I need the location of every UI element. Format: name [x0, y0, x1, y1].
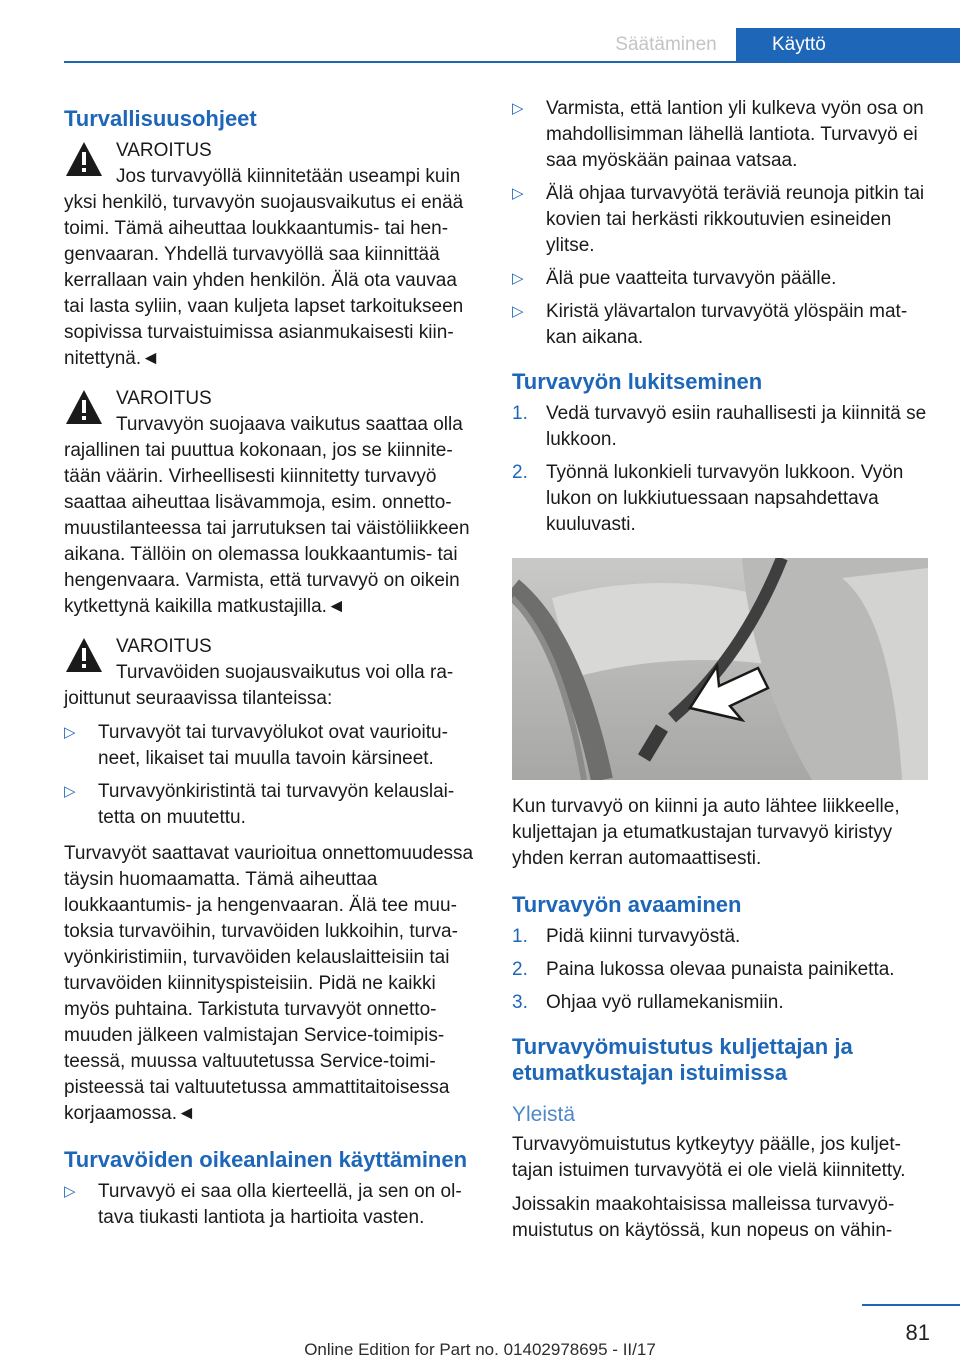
warning-block-3 [64, 634, 478, 712]
tab-kaytto[interactable]: Käyttö [736, 28, 960, 62]
general-paragraph-2: Joissakin maakohtaisissa malleissa turvavyömuistutus on käytössä, kun nopeus on vähin- [512, 1194, 895, 1241]
heading-reminder: Turvavyömuistutus kuljettajan ja etumatkustajan istuimissa [512, 1034, 853, 1085]
warning-title: VAROITUS [116, 636, 212, 657]
list-item: ▷ Kiristä ylävartalon turvavyötä ylöspäin matkan aikana. [512, 301, 908, 348]
footer-rule [862, 1304, 960, 1306]
header-rule [64, 61, 960, 63]
warning-triangle-icon [64, 388, 104, 426]
warning-text: Jos turvavyöllä kiinnitetään useampi kuin yksi henkilö, turvavyön suojausvaikutus ei enää toimi. Tämä aiheuttaa loukkaantumis- tai hengenvaaran. Yhdellä turvavyöllä saa kiinnittää kerrallaan vain yhden henkilön. Älä ota vauvaa tai lasta syliin, vaan kuljeta lapset tarkoitukseen sopivissa turvaistuimissa asianmukaisesti kiinnitettynä.◄ [64, 166, 464, 369]
warning-text: Turvavöiden suojausvaikutus voi olla rajoittunut seuraavissa tilanteissa: [64, 662, 454, 709]
warning3-paragraph: Turvavyöt saattavat vaurioitua onnettomuudessa täysin huomaamatta. Tämä aiheuttaa loukkaantumis- ja hengenvaaran. Älä tee muutoksia turvavöihin, turvavöiden lukkoihin, turvavyönkiristimiin, turvavöiden kelauslaitteisiin tai turvavöiden kiinnityspisteisiin. Pidä ne kaikki myös puhtaina. Tarkistuta turvavyöt onnettomuuden jälkeen valmistajan Service-toimipisteessä, muussa valtuutetussa Service-toimipisteessä tai valtuutetussa ammattitaitoisessa korjaamossa.◄ [64, 843, 474, 1124]
warning-title: VAROITUS [116, 388, 212, 409]
header-tabs [596, 28, 960, 62]
locking-paragraph: Kun turvavyö on kiinni ja auto lähtee liikkeelle, kuljettajan ja etumatkustajan turvavyö kiristyy yhden kerran automaattisesti. [512, 796, 900, 869]
tab-saataminen[interactable]: Säätäminen [596, 28, 736, 62]
warning3-list [64, 720, 478, 831]
triangle-bullet-icon: ▷ [512, 100, 524, 117]
list-item: ▷ Turvavyönkiristintä tai turvavyön kelauslaitetta on muutettu. [64, 781, 455, 828]
proper-use-list [64, 1179, 478, 1231]
list-item: ▷ Turvavyö ei saa olla kierteellä, ja sen on oltava tiukasti lantiota ja hartioita vasten. [64, 1181, 462, 1228]
warning-triangle-icon [64, 636, 104, 674]
triangle-bullet-icon: ▷ [64, 1183, 76, 1200]
triangle-bullet-icon: ▷ [64, 783, 76, 800]
triangle-bullet-icon: ▷ [64, 724, 76, 741]
list-item: 2. Paina lukossa olevaa punaista painiketta. [512, 959, 895, 980]
edition-note: Online Edition for Part no. 01402978695 - II/17 [304, 1340, 656, 1359]
warning-block-1 [64, 138, 478, 372]
left-column [64, 96, 478, 1241]
heading-locking: Turvavyön lukitseminen [512, 369, 763, 394]
heading-opening: Turvavyön avaaminen [512, 892, 742, 917]
right-column [512, 96, 928, 1252]
general-paragraph-1: Turvavyömuistutus kytkeytyy päälle, jos kuljettajan istuimen turvavyötä ei ole vielä kiinnitetty. [512, 1134, 906, 1181]
list-item: 3. Ohjaa vyö rullamekanismiin. [512, 992, 784, 1013]
proper-use-list-cont [512, 96, 928, 351]
list-item: 2. Työnnä lukonkieli turvavyön lukkoon. Vyön lukon on lukkiutuessaan napsahdettava kuuluvasti. [512, 462, 904, 535]
triangle-bullet-icon: ▷ [512, 270, 524, 287]
heading-safety: Turvallisuusohjeet [64, 106, 257, 131]
list-item: ▷ Varmista, että lantion yli kulkeva vyön osa on mahdollisimman lähellä lantiota. Turvavyö ei saa myöskään painaa vatsaa. [512, 98, 924, 171]
subheading-general: Yleistä [512, 1103, 576, 1126]
warning-text: Turvavyön suojaava vaikutus saattaa olla rajallinen tai puuttua kokonaan, jos se kiinnitetään väärin. Virheellisesti kiinnitetty turvavyö saattaa aiheuttaa lisävammoja, esim. onnettomuustilanteessa tai jarrutuksen tai väistöliikkeen aikana. Tällöin on olemassa loukkaantumis- tai hengenvaara. Varmista, että turvavyö on oikein kytkettynä kaikilla matkustajilla.◄ [64, 414, 470, 617]
list-item: ▷ Älä pue vaatteita turvavyön päälle. [512, 266, 928, 292]
seatbelt-buckle-photo [512, 558, 928, 780]
triangle-bullet-icon: ▷ [512, 185, 524, 202]
warning-title: VAROITUS [116, 140, 212, 161]
list-item: ▷ Turvavyöt tai turvavyölukot ovat vaurioituneet, likaiset tai muulla tavoin kärsineet. [64, 722, 448, 769]
triangle-bullet-icon: ▷ [512, 303, 524, 320]
locking-steps [512, 401, 928, 538]
heading-proper-use: Turvavöiden oikeanlainen käyttäminen [64, 1147, 468, 1172]
warning-triangle-icon [64, 140, 104, 178]
list-item: ▷ Älä ohjaa turvavyötä teräviä reunoja pitkin tai kovien tai herkästi rikkoutuvien esineiden ylitse. [512, 183, 925, 256]
page-number: 81 [905, 1320, 930, 1345]
opening-steps [512, 924, 928, 1016]
list-item: 1. Vedä turvavyö esiin rauhallisesti ja kiinnitä se lukkoon. [512, 403, 927, 450]
list-item: 1. Pidä kiinni turvavyöstä. [512, 926, 741, 947]
warning-block-2 [64, 386, 478, 620]
